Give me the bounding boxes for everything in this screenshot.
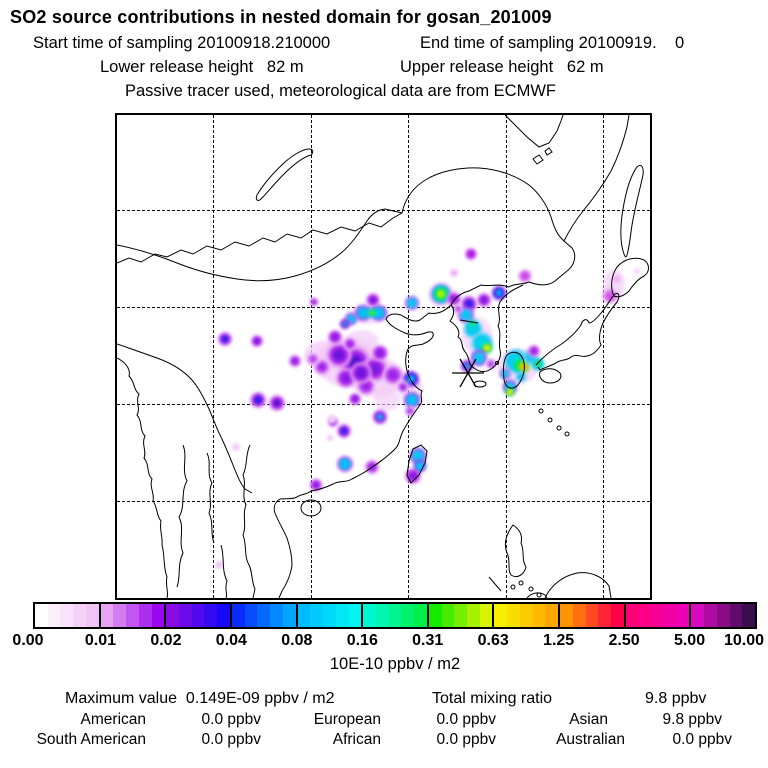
contribution-label-south-american: South American xyxy=(36,731,146,748)
colorbar-segment xyxy=(230,604,296,627)
colorbar-cell xyxy=(113,604,126,627)
total-mixing-ratio-label: Total mixing ratio xyxy=(432,690,553,707)
colorbar-tick-label: 0.16 xyxy=(346,632,378,649)
colorbar-cell xyxy=(704,604,717,627)
colorbar-units: 10E-10 ppbv / m2 xyxy=(329,655,461,673)
colorbar-tick-label: 1.25 xyxy=(543,632,575,649)
colorbar-cell xyxy=(35,604,48,627)
colorbar-cell xyxy=(677,604,690,627)
colorbar-cell xyxy=(232,604,245,627)
colorbar-cell xyxy=(245,604,258,627)
colorbar-cell xyxy=(586,604,599,627)
colorbar-cell xyxy=(401,604,414,627)
contribution-label-australian: Australian xyxy=(556,731,625,748)
colorbar-segment xyxy=(296,604,362,627)
colorbar-cell xyxy=(507,604,520,627)
colorbar-cell xyxy=(651,604,664,627)
colorbar-cell xyxy=(467,604,480,627)
gosan-station-marker xyxy=(451,358,485,388)
contribution-label-american: American xyxy=(80,711,146,728)
colorbar-segment xyxy=(427,604,493,627)
colorbar-segment xyxy=(164,604,230,627)
colorbar-cell xyxy=(349,604,362,627)
colorbar-segment xyxy=(689,604,755,627)
contribution-value-african: 0.0 ppbv xyxy=(436,731,496,748)
colorbar-cell xyxy=(717,604,730,627)
contribution-value-south-american: 0.0 ppbv xyxy=(201,731,261,748)
colorbar-cell xyxy=(323,604,336,627)
asia-mainland-outline xyxy=(117,115,629,598)
colorbar-cell xyxy=(389,604,402,627)
colorbar-cell xyxy=(442,604,455,627)
colorbar-segment xyxy=(35,604,99,627)
colorbar-cell xyxy=(283,604,296,627)
colorbar-tick-label: 0.63 xyxy=(477,632,509,649)
colorbar-cell xyxy=(310,604,323,627)
colorbar-cell xyxy=(414,604,427,627)
colorbar xyxy=(33,602,757,629)
lower-release-text: Lower release height 82 m xyxy=(100,58,304,76)
colorbar-tick-label: 5.00 xyxy=(673,632,706,649)
colorbar-tick-label: 0.00 xyxy=(12,632,44,649)
colorbar-cell xyxy=(545,604,558,627)
colorbar-cell xyxy=(363,604,376,627)
upper-release-text: Upper release height 62 m xyxy=(400,58,604,76)
colorbar-cell xyxy=(179,604,192,627)
colorbar-cell xyxy=(560,604,573,627)
plot-title: SO2 source contributions in nested domain for gosan_201009 xyxy=(10,7,552,27)
colorbar-cell xyxy=(611,604,624,627)
colorbar-cell xyxy=(664,604,677,627)
colorbar-cell xyxy=(691,604,704,627)
colorbar-cell xyxy=(626,604,639,627)
maximum-value-text: Maximum value 0.149E-09 ppbv / m2 xyxy=(65,690,335,707)
colorbar-segment xyxy=(624,604,690,627)
colorbar-cell xyxy=(217,604,230,627)
colorbar-cell xyxy=(429,604,442,627)
colorbar-cell xyxy=(101,604,114,627)
colorbar-cell xyxy=(60,604,73,627)
coastlines xyxy=(117,115,650,598)
colorbar-cell xyxy=(336,604,349,627)
end-time-text: End time of sampling 20100919. 0 xyxy=(420,34,685,52)
colorbar-cell xyxy=(298,604,311,627)
contribution-value-asian: 9.8 ppbv xyxy=(662,711,722,728)
colorbar-cell xyxy=(454,604,467,627)
colorbar-tick-label: 2.50 xyxy=(608,632,640,649)
colorbar-cell xyxy=(639,604,652,627)
contribution-label-asian: Asian xyxy=(569,711,608,728)
tracer-info-text: Passive tracer used, meteorological data are from ECMWF xyxy=(125,82,556,100)
colorbar-ticks xyxy=(0,632,768,652)
colorbar-cell xyxy=(730,604,743,627)
colorbar-segment xyxy=(361,604,427,627)
colorbar-cell xyxy=(573,604,586,627)
contribution-label-european: European xyxy=(313,711,381,728)
colorbar-segment xyxy=(492,604,558,627)
colorbar-tick-label: 10.00 xyxy=(723,632,765,649)
colorbar-cell xyxy=(494,604,507,627)
colorbar-cell xyxy=(126,604,139,627)
colorbar-cell xyxy=(192,604,205,627)
contribution-value-american: 0.0 ppbv xyxy=(201,711,261,728)
total-mixing-ratio-value: 9.8 ppbv xyxy=(645,690,707,707)
colorbar-cell xyxy=(376,604,389,627)
colorbar-cell xyxy=(152,604,165,627)
contribution-label-african: African xyxy=(332,731,381,748)
taiwan-philippines-outline xyxy=(407,445,611,598)
colorbar-tick-label: 0.08 xyxy=(281,632,313,649)
contribution-value-australian: 0.0 ppbv xyxy=(672,731,732,748)
colorbar-segment xyxy=(99,604,165,627)
colorbar-tick-label: 0.04 xyxy=(215,632,247,649)
colorbar-tick-label: 0.31 xyxy=(412,632,444,649)
colorbar-cell xyxy=(73,604,86,627)
colorbar-tick-label: 0.01 xyxy=(84,632,117,649)
colorbar-cell xyxy=(270,604,283,627)
colorbar-cell xyxy=(480,604,493,627)
colorbar-cell xyxy=(86,604,99,627)
colorbar-cell xyxy=(257,604,270,627)
colorbar-cell xyxy=(139,604,152,627)
colorbar-cell xyxy=(204,604,217,627)
colorbar-tick-label: 0.02 xyxy=(150,632,182,649)
colorbar-cell xyxy=(742,604,755,627)
colorbar-cell xyxy=(48,604,61,627)
start-time-text: Start time of sampling 20100918.210000 xyxy=(33,34,331,52)
japan-islands-outline xyxy=(496,165,649,436)
map-panel xyxy=(115,113,652,600)
colorbar-cell xyxy=(520,604,533,627)
colorbar-segment xyxy=(558,604,624,627)
colorbar-cell xyxy=(533,604,546,627)
contribution-value-european: 0.0 ppbv xyxy=(436,711,496,728)
colorbar-cell xyxy=(598,604,611,627)
colorbar-cell xyxy=(166,604,179,627)
